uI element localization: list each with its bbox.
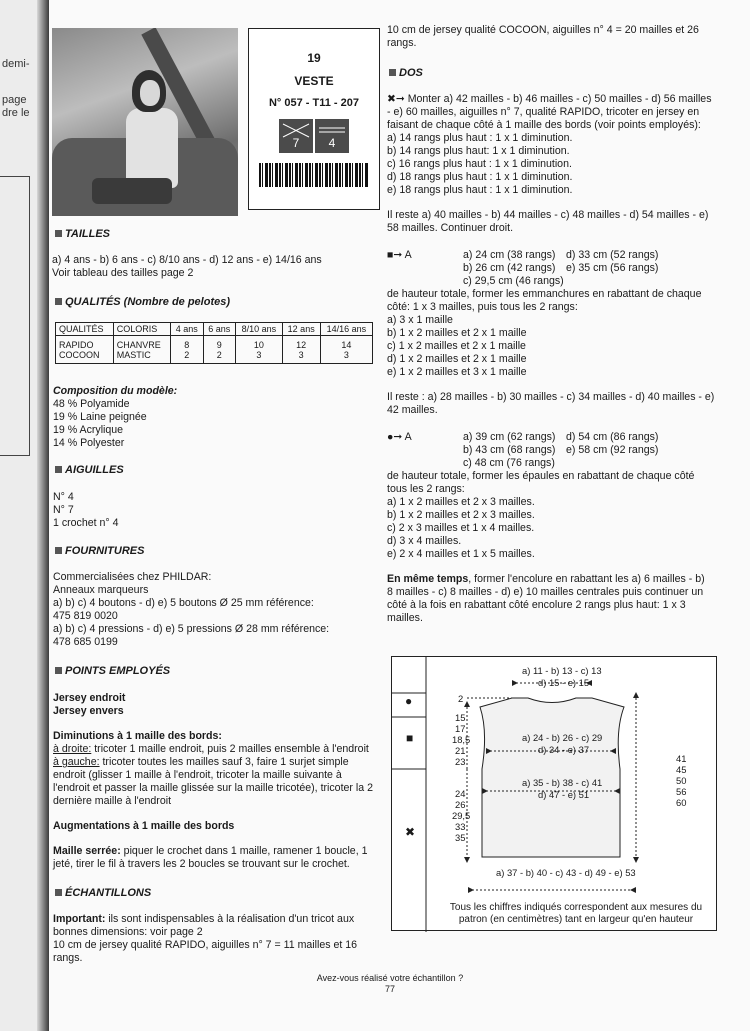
list-item: 48 % Polyamide	[53, 398, 130, 410]
total-height: 60	[676, 797, 687, 808]
paragraph-line: l'endroit et passer la maille glissée sur la maille tricotée), tricoter la 2	[53, 782, 373, 794]
composition-title: Composition du modèle:	[53, 385, 178, 397]
supply-line: Commercialisées chez PHILDAR:	[53, 571, 212, 583]
paragraph-line: 58 mailles. Continuer droit.	[387, 222, 514, 234]
total-height: 45	[676, 764, 687, 775]
table-row	[56, 336, 373, 364]
list-item: 1 crochet n° 4	[53, 517, 119, 529]
list-item: b) 14 rangs plus haut: 1 x 1 diminution.	[387, 145, 570, 157]
dot-arrow-icon: ●➞	[387, 431, 405, 443]
paragraph-line: 42 mailles.	[387, 404, 438, 416]
paragraph-line: de hauteur totale, former les épaules en rabattant de chaque côté	[387, 470, 695, 482]
dos-intro: ✖➞ Monter a) 42 mailles - b) 46 mailles - c) 50 mailles - d) 56 mailles	[387, 93, 712, 105]
list-item: d) 18 rangs plus haut : 1 x 1 diminution.	[387, 171, 573, 183]
supply-line: a) b) c) 4 pressions - d) e) 5 pressions Ø 28 mm référence:	[53, 623, 330, 635]
shoulder-slope: 2	[458, 693, 464, 704]
list-item: 19 % Acrylique	[53, 424, 124, 436]
section-title-dos: DOS	[389, 67, 423, 79]
list-item: a) 39 cm (62 rangs)	[463, 431, 556, 443]
list-item: d) 33 cm (52 rangs)	[566, 249, 659, 261]
armhole-height: 18,5	[452, 734, 471, 745]
paragraph-line: mailles.	[387, 612, 423, 624]
list-item: e) 2 x 4 mailles et 1 x 5 mailles.	[387, 548, 535, 560]
list-item: e) 58 cm (92 rangs)	[566, 444, 659, 456]
list-item: c) 1 x 2 mailles et 2 x 1 maille	[387, 340, 526, 352]
previous-page-text: demi-	[2, 58, 30, 70]
square-marker-icon: ■	[406, 731, 414, 745]
total-height: 50	[676, 775, 687, 786]
supply-line: a) b) c) 4 boutons - d) e) 5 boutons Ø 25 mm référence:	[53, 597, 314, 609]
decrease-title: Diminutions à 1 maille des bords:	[53, 730, 222, 742]
dot-marker-icon: ●	[405, 694, 413, 708]
paragraph-line: 8 mailles - c) 8 mailles - d) e) 10 mailles centrales puis continuer un	[387, 586, 704, 598]
table-header-cell: 8/10 ans	[236, 323, 283, 336]
book-fold	[37, 0, 49, 1031]
needle-size-cocoon: 4	[328, 136, 336, 150]
decrease-right: à droite: tricoter 1 maille endroit, puis 2 mailles ensemble à l'endroit	[53, 743, 369, 755]
square-arrow-icon: ■➞	[387, 249, 405, 261]
barcode	[259, 163, 369, 187]
paragraph-line: Il reste : a) 28 mailles - b) 30 mailles - c) 34 mailles - d) 40 mailles - e)	[387, 391, 715, 403]
body-height: 35	[455, 832, 466, 843]
list-item: d) 3 x 4 mailles.	[387, 535, 462, 547]
list-item: a) 3 x 1 maille	[387, 314, 453, 326]
supply-line: Anneaux marqueurs	[53, 584, 149, 596]
section-title-aiguilles: AIGUILLES	[55, 464, 124, 476]
cross-marker-icon: ✖	[405, 825, 416, 839]
paragraph-line: endroit (glisser 1 maille à l'endroit, tricoter la maille suivante à	[53, 769, 342, 781]
paragraph-line: côté: 1 x 3 mailles, puis tous les 2 rangs:	[387, 301, 578, 313]
list-item: b) 1 x 2 mailles et 2 x 3 mailles.	[387, 509, 535, 521]
paragraph-line: Il reste a) 40 mailles - b) 44 mailles - c) 48 mailles - d) 54 mailles - e)	[387, 209, 709, 221]
armhole-height: 15	[455, 712, 466, 723]
needle-icon	[279, 119, 313, 153]
photo-cardigan	[126, 108, 178, 188]
yarn-table	[55, 322, 373, 364]
paragraph-line: faisant de chaque côté à 1 maille des bords (voir points employés):	[387, 119, 701, 131]
section-title-echantillons: ÉCHANTILLONS	[55, 887, 151, 899]
body-height: 26	[455, 799, 466, 810]
total-height: 56	[676, 786, 687, 797]
table-header-cell: 4 ans	[170, 323, 203, 336]
supply-line: 475 819 0020	[53, 610, 118, 622]
diagram-note: Tous les chiffres indiqués correspondent aux mesures du	[449, 902, 703, 913]
armhole-height: 21	[455, 745, 466, 756]
needle-gauges	[249, 119, 379, 153]
table-cell: 8 2	[170, 336, 203, 364]
gauge-important: Important: ils sont indispensables à la réalisation d'un tricot aux	[53, 913, 355, 925]
table-cell: RAPIDO COCOON	[56, 336, 114, 364]
photo-legs	[92, 178, 172, 204]
pattern-number: 19	[307, 51, 321, 65]
armhole-height: 23	[455, 756, 466, 767]
total-height: 41	[676, 753, 687, 764]
list-item: a) 1 x 2 mailles et 2 x 3 mailles.	[387, 496, 535, 508]
pattern-reference-box	[248, 28, 380, 210]
needle-icon	[315, 119, 349, 153]
neck-width-2: d) 15 - e) 15	[538, 677, 590, 688]
gauge-cocoon: 10 cm de jersey qualité COCOON, aiguilles n° 4 = 20 mailles et 26	[387, 24, 699, 36]
section-title-qualites: QUALITÉS (Nombre de pelotes)	[55, 296, 230, 308]
single-crochet: Maille serrée: piquer le crochet dans 1 maille, ramener 1 boucle, 1	[53, 845, 368, 857]
list-item: e) 1 x 2 mailles et 3 x 1 maille	[387, 366, 527, 378]
section-title-points: POINTS EMPLOYÉS	[55, 665, 170, 677]
list-item: d) 1 x 2 mailles et 2 x 1 maille	[387, 353, 527, 365]
list-item: c) 2 x 3 mailles et 1 x 4 mailles.	[387, 522, 535, 534]
neck-width: a) 11 - b) 13 - c) 13	[522, 665, 602, 676]
list-item: e) 35 cm (56 rangs)	[566, 262, 659, 274]
list-item: a) 24 cm (38 rangs)	[463, 249, 556, 261]
section-title-tailles: TAILLES	[55, 228, 110, 240]
pattern-name: VESTE	[294, 74, 334, 88]
table-header-cell: QUALITÉS	[56, 323, 114, 336]
list-item: d) 54 cm (86 rangs)	[566, 431, 659, 443]
table-header-cell: COLORIS	[113, 323, 170, 336]
cross-arrow-icon: ✖➞	[387, 93, 408, 105]
list-item: N° 7	[53, 504, 74, 516]
list-item: a) 14 rangs plus haut : 1 x 1 diminution.	[387, 132, 573, 144]
paragraph-line: dernière maille à l'endroit	[53, 795, 172, 807]
paragraph-line: - e) 60 mailles, aiguilles n° 7, qualité RAPIDO, tricoter en jersey en	[387, 106, 700, 118]
stitch-name: Jersey envers	[53, 705, 124, 717]
body-width-2: d) 47 - e) 51	[538, 789, 590, 800]
body-width: a) 35 - b) 38 - c) 41	[522, 777, 603, 788]
list-item: 19 % Laine peignée	[53, 411, 147, 423]
list-item: e) 18 rangs plus haut : 1 x 1 diminution.	[387, 184, 573, 196]
chest-width-2: d) 34 - e) 37	[538, 744, 590, 755]
supply-line: 478 685 0199	[53, 636, 118, 648]
table-cell: 9 2	[203, 336, 236, 364]
hem-width: a) 37 - b) 40 - c) 43 - d) 49 - e) 53	[496, 867, 636, 878]
decrease-left: à gauche: tricoter toutes les mailles sauf 3, faire 1 surjet simple	[53, 756, 349, 768]
armhole-height: 17	[455, 723, 466, 734]
square-arrow-label: ■➞ A	[387, 249, 412, 261]
list-item: b) 1 x 2 mailles et 2 x 1 maille	[387, 327, 527, 339]
body-height: 29,5	[452, 810, 471, 821]
paragraph-line: rangs.	[387, 37, 417, 49]
list-item: b) 26 cm (42 rangs)	[463, 262, 556, 274]
sizes-note: Voir tableau des tailles page 2	[52, 267, 194, 279]
table-cell: 10 3	[236, 336, 283, 364]
table-cell: CHANVRE MASTIC	[113, 336, 170, 364]
list-item: b) 43 cm (68 rangs)	[463, 444, 556, 456]
table-header-cell: 12 ans	[282, 323, 320, 336]
stitch-name: Jersey endroit	[53, 692, 126, 704]
previous-page-text: dre le	[2, 107, 30, 119]
list-item: c) 16 rangs plus haut : 1 x 1 diminution.	[387, 158, 572, 170]
table-header-cell: 6 ans	[203, 323, 236, 336]
previous-page-frame	[0, 176, 30, 456]
footer-question: Avez-vous réalisé votre échantillon ?	[316, 973, 464, 983]
photo-face	[140, 80, 160, 106]
yarn-table-header	[56, 323, 373, 336]
paragraph-line: bonnes dimensions: voir page 2	[53, 926, 203, 938]
gauge-rapido: 10 cm de jersey qualité RAPIDO, aiguilles n° 7 = 11 mailles et 16	[53, 939, 358, 951]
paragraph-line: jeté, tirer le fil à travers les 2 boucles se trouvant sur le crochet.	[53, 858, 350, 870]
pattern-code: N° 057 - T11 - 207	[268, 97, 359, 109]
model-photo	[52, 28, 238, 216]
paragraph-line: tous les 2 rangs:	[387, 483, 465, 495]
dot-arrow-label: ●➞ A	[387, 431, 412, 443]
page-number: 77	[384, 984, 395, 994]
same-time-paragraph: En même temps, former l'encolure en rabattant les a) 6 mailles - b)	[387, 573, 705, 585]
table-cell: 14 3	[320, 336, 372, 364]
paragraph-line: rangs.	[53, 952, 83, 964]
chest-width: a) 24 - b) 26 - c) 29	[522, 732, 603, 743]
list-item: 14 % Polyester	[53, 437, 125, 449]
table-header-cell: 14/16 ans	[320, 323, 372, 336]
schematic-diagram	[391, 656, 717, 931]
table-cell: 12 3	[282, 336, 320, 364]
list-item: N° 4	[53, 491, 74, 503]
increase-title: Augmentations à 1 maille des bords	[53, 820, 235, 832]
body-height: 33	[455, 821, 466, 832]
list-item: c) 29,5 cm (46 rangs)	[463, 275, 564, 287]
needle-size-rapido: 7	[292, 136, 300, 150]
body-height: 24	[455, 788, 466, 799]
previous-page-text: page	[2, 94, 27, 106]
sizes-line: a) 4 ans - b) 6 ans - c) 8/10 ans - d) 12 ans - e) 14/16 ans	[52, 254, 322, 266]
paragraph-line: côté à la fois en rabattant côté encolure 2 rangs plus haut: 1 x 3	[387, 599, 686, 611]
paragraph-line: de hauteur totale, former les emmanchures en rabattant de chaque	[387, 288, 702, 300]
diagram-note: patron (en centimètres) tant en largeur qu'en hauteur	[458, 914, 694, 925]
section-title-fournitures: FOURNITURES	[55, 545, 144, 557]
list-item: c) 48 cm (76 rangs)	[463, 457, 555, 469]
